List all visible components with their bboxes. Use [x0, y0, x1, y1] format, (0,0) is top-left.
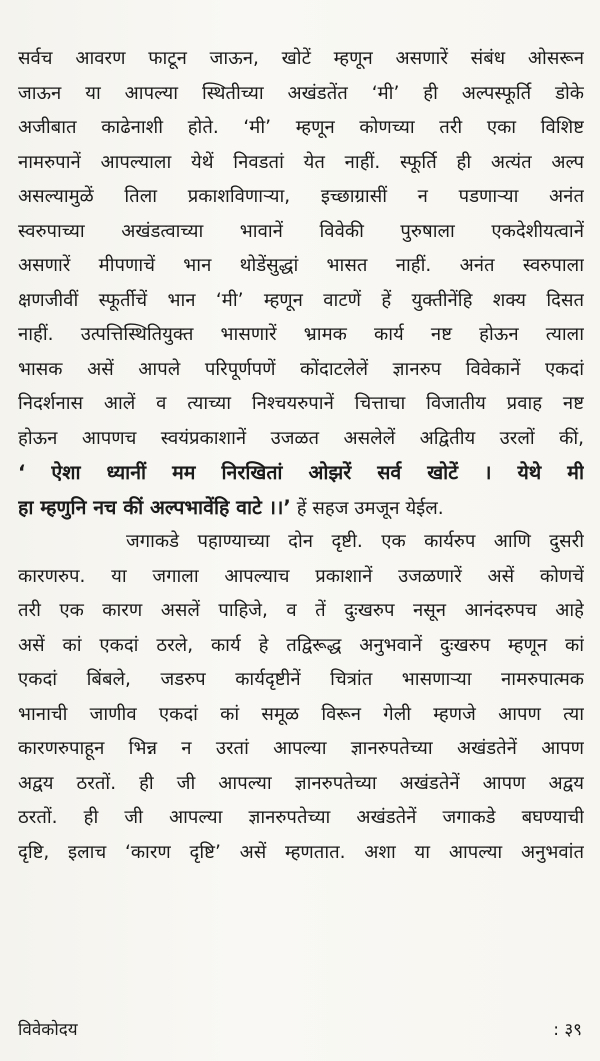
text-line: नाहीं. उत्पत्तिस्थितियुक्त भासणारें भ्रामक कार्य नष्ट होऊन त्याला: [18, 324, 584, 345]
verse-quote-line-end: [18, 491, 584, 526]
text-line: जाऊन या आपल्या स्थितीच्या अखंडतेंत ‘मी’ ही अल्पस्फूर्ति डोके: [18, 82, 584, 104]
book-title: विवेकोदय: [18, 1020, 78, 1040]
text-line: स्वरुपाच्या अखंडत्वाच्या भावानें विवेकी पुरुषाला एकदेशीयत्वानें: [18, 220, 584, 242]
text-line: असणारें मीपणाचें भान थोडेंसुद्धां भासत नाहीं. अनंत स्वरुपाला: [18, 255, 584, 276]
text-line: कारणरुपाहून भिन्न न उरतां आपल्या ज्ञानरुपतेच्या अखंडतेनें आपण: [18, 738, 584, 759]
text-line: भानाची जाणीव एकदां कां समूळ विरून गेली म्हणजे आपण त्या: [18, 703, 584, 725]
text-line: अजीबात काढेनाशी होते. ‘मी’ म्हणून कोणच्या तरी एका विशिष्ट: [18, 117, 584, 138]
text-line: असल्यामुळें तिला प्रकाशविणाऱ्या, इच्छाग्रासीं न पडणाऱ्या अनंत: [18, 186, 584, 207]
text-line: तरी एक कारण असलें पाहिजे, व तें दुःखरुप नसून आनंदरुपच आहे: [18, 600, 584, 621]
text-line: अद्वय ठरतों. ही जी आपल्या ज्ञानरुपतेच्या अखंडतेनें आपण अद्वय: [18, 772, 584, 794]
text-line: असें कां एकदां ठरले, कार्य हे तद्विरूद्ध अनुभवानें दुःखरुप म्हणून कां: [18, 634, 584, 656]
verse-quote-line: ‘ ऐशा ध्यानीं मम निरखितां ओझरें सर्व खोटें । येथे मी: [18, 461, 584, 484]
page-footer: [18, 1017, 582, 1043]
paragraph-start-line: जगाकडे पहाण्याच्या दोन दृष्टी. एक कार्यरुप आणि दुसरी: [126, 531, 584, 552]
body-text: [18, 42, 584, 870]
verse-quote-text: हा म्हणुनि नच कीं अल्पभावेंहि वाटे ।।’: [18, 495, 291, 519]
text-line: दृष्टि, इलाच ‘कारण दृष्टि’ असें म्हणतात. अशा या आपल्या अनुभवांत: [18, 841, 584, 863]
verse-follow-text: हें सहज उमजून येईल.: [290, 497, 444, 519]
text-line: नामरुपानें आपल्याला येथें निवडतां येत नाहीं. स्फूर्ति ही अत्यंत अल्प: [18, 151, 584, 173]
text-line: एकदां बिंबले, जडरुप कार्यदृष्टीनें चित्रांत भासणाऱ्या नामरुपात्मक: [18, 669, 584, 690]
text-line: ठरतों. ही जी आपल्या ज्ञानरुपतेच्या अखंडतेनें जगाकडे बघण्याची: [18, 807, 584, 828]
text-line: क्षणजीवीं स्फूर्तीचें भान ‘मी’ म्हणून वाटणें हें युक्तीनेंहि शक्य दिसत: [18, 289, 584, 311]
text-line: भासक असें आपले परिपूर्णपणें कोंदाटलेलें ज्ञानरुप विवेकानें एकदां: [18, 358, 584, 380]
text-line: होऊन आपणच स्वयंप्रकाशानें उजळत असलेलें अद्वितीय उरलों कीं,: [18, 427, 584, 449]
text-line: कारणरुप. या जगाला आपल्याच प्रकाशानें उजळणारें असें कोणचें: [18, 565, 584, 587]
text-line: निदर्शनास आलें व त्याच्या निश्चयरुपानें चित्ताचा विजातीय प्रवाह नष्ट: [18, 393, 584, 414]
text-line: सर्वच आवरण फाटून जाऊन, खोटें म्हणून असणारें संबंध ओसरून: [18, 48, 584, 69]
page-number: : ३९: [553, 1020, 582, 1040]
